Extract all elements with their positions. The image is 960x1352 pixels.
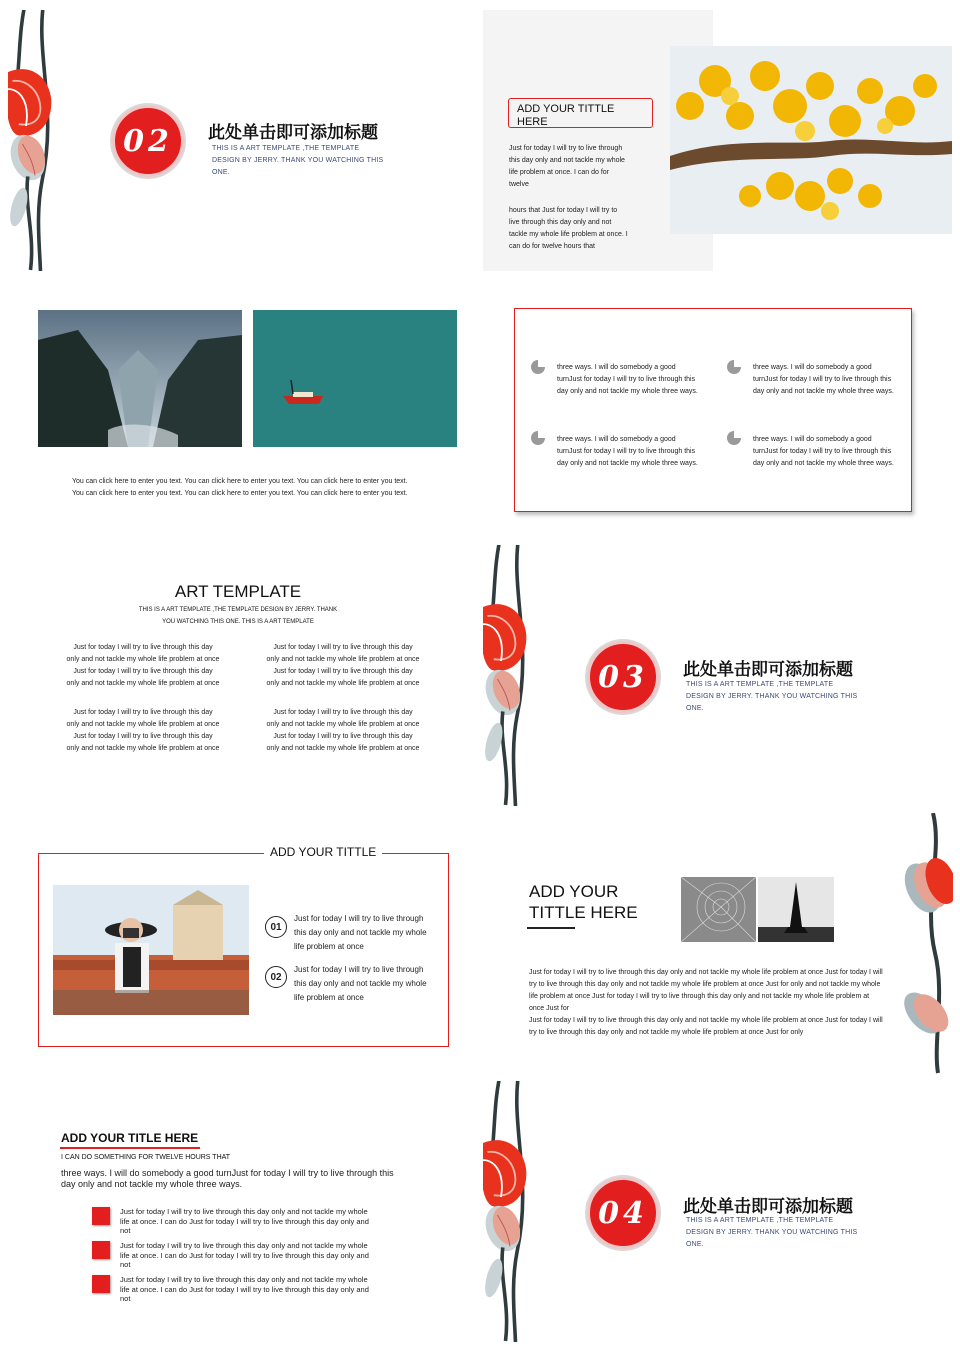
bullet-item-1: Just for today I will try to live through this day only and not tackle my whole life at once. I can do Just for today I will try to live through this day only and not — [120, 1207, 369, 1235]
bullet-square — [92, 1275, 110, 1293]
slide-two-photos[interactable] — [8, 280, 480, 538]
item-number-badge: 01 — [265, 916, 287, 938]
section-number-badge: 03 — [587, 641, 659, 713]
section-number-badge: 04 — [587, 1177, 659, 1249]
point-text-4: three ways. I will do somebody a good turnJust for today I will try to live through this day only and not tackle my whole three ways. — [753, 436, 894, 467]
slide-art-template[interactable] — [8, 545, 480, 806]
section-title[interactable]: 此处单击即可添加标题 — [208, 123, 378, 143]
slide-section-02[interactable] — [8, 10, 480, 271]
slide-photo-with-list[interactable] — [8, 813, 480, 1074]
section-title[interactable]: 此处单击即可添加标题 — [683, 1197, 853, 1217]
bullet-item-3: Just for today I will try to live through this day only and not tackle my whole life at once. I can do Just for today I will try to live through this day only and not — [120, 1275, 369, 1303]
text-block-4: Just for today I will try to live through this day only and not tackle my whole life problem at once Just for today I will try to live through this day only and not tackle my whole life problem at once — [266, 709, 420, 752]
frame-title[interactable]: ADD YOUR TITTLE — [264, 845, 382, 859]
flower-decoration — [483, 545, 543, 806]
pie-chart-icon — [727, 360, 741, 374]
title-box-text: ADD YOUR TITTLE HERE — [517, 103, 615, 128]
title-underline — [527, 927, 575, 929]
section-subtitle: THIS IS A ART TEMPLATE ,THE TEMPLATE DESIGN BY JERRY. THANK YOU WATCHING THIS ONE. — [212, 145, 384, 176]
body-paragraph-2: Just for today I will try to live through this day only and not tackle my whole life problem at once Just for today I will try to live through this day only and not tackle my whole life problem at once Just for only — [529, 1017, 883, 1036]
bullet-item-2: Just for today I will try to live through this day only and not tackle my whole life at once. I can do Just for today I will try to live through this day only and not — [120, 1241, 369, 1269]
title-box[interactable] — [508, 98, 653, 128]
bullet-square — [92, 1207, 110, 1225]
section-subtitle: THIS IS A ART TEMPLATE ,THE TEMPLATE DESIGN BY JERRY. THANK YOU WATCHING THIS ONE. — [686, 681, 858, 712]
section-subtitle: THIS IS A ART TEMPLATE ,THE TEMPLATE DESIGN BY JERRY. THANK YOU WATCHING THIS ONE. — [686, 1217, 858, 1248]
title-underline — [60, 1147, 200, 1149]
bullet-square — [92, 1241, 110, 1259]
slide-subtitle: THIS IS A ART TEMPLATE ,THE TEMPLATE DESIGN BY JERRY. THANK YOU WATCHING THIS ONE. THIS IS A ART TEMPLATE — [138, 607, 338, 625]
pie-chart-icon — [531, 431, 545, 445]
section-title[interactable]: 此处单击即可添加标题 — [683, 660, 853, 680]
woman-with-camera-photo — [53, 885, 249, 1015]
pie-chart-icon — [727, 431, 741, 445]
section-number-badge: 02 — [112, 105, 184, 177]
boat-on-water-photo — [253, 310, 457, 447]
slide-title-two-photos[interactable] — [483, 813, 953, 1074]
body-paragraph-2: hours that Just for today I will try to live through this day only and not tackle my whole life problem at once. I can do for twelve hours that — [509, 207, 628, 250]
slide-title[interactable]: ADD YOUR TITTLE HERE — [529, 882, 638, 922]
slide-subtitle: I CAN DO SOMETHING FOR TWELVE HOURS THAT — [61, 1154, 231, 1161]
caption-text: You can click here to enter you text. You can click here to enter you text. You can click here to enter you text. You can click here to enter you text. You can click here to enter you text. You can click here to enter you text. — [72, 478, 408, 497]
point-text-1: three ways. I will do somebody a good turnJust for today I will try to live through this day only and not tackle my whole three ways. — [557, 364, 698, 395]
point-text-3: three ways. I will do somebody a good turnJust for today I will try to live through this day only and not tackle my whole three ways. — [557, 436, 698, 467]
slide-title-with-photo[interactable] — [483, 10, 953, 271]
mountain-valley-photo — [38, 310, 242, 447]
body-paragraph-1: Just for today I will try to live through this day only and not tackle my whole life problem at once. I can do for twelve — [509, 145, 625, 188]
flower-decoration — [483, 1081, 543, 1342]
text-block-1: Just for today I will try to live through this day only and not tackle my whole life problem at once Just for today I will try to live through this day only and not tackle my whole life problem at once — [66, 644, 220, 687]
pie-chart-icon — [531, 360, 545, 374]
body-paragraph-1: Just for today I will try to live through this day only and not tackle my whole life problem at once Just for today I will try to live through this day only and not tackle my whole life problem at once Just for only and not tackle my whole life problem at once Just for today I will try to live through this day only and not tackle my whole life problem at once Just for — [529, 969, 883, 1012]
list-item-1-text: Just for today I will try to live through this day only and not tackle my whole life problem at once — [294, 914, 427, 951]
points-frame — [514, 308, 912, 512]
slide-section-03[interactable] — [483, 545, 953, 806]
slide-title[interactable]: ART TEMPLATE — [174, 582, 302, 601]
slide-section-04[interactable] — [483, 1081, 953, 1342]
text-block-2: Just for today I will try to live through this day only and not tackle my whole life problem at once Just for today I will try to live through this day only and not tackle my whole life problem at once — [266, 644, 420, 687]
list-item-2-text: Just for today I will try to live through this day only and not tackle my whole life problem at once — [294, 965, 427, 1002]
slide-four-points[interactable] — [483, 280, 953, 538]
spider-web-photo — [681, 877, 756, 942]
flower-decoration — [8, 10, 68, 271]
slide-title[interactable]: ADD YOUR TITLE HERE — [61, 1131, 199, 1145]
item-number-badge: 02 — [265, 966, 287, 988]
point-text-2: three ways. I will do somebody a good turnJust for today I will try to live through this day only and not tackle my whole three ways. — [753, 364, 894, 395]
eiffel-tower-photo — [758, 877, 834, 942]
slide-title-with-bullets[interactable] — [8, 1081, 480, 1342]
ginkgo-photo — [670, 46, 952, 234]
text-block-3: Just for today I will try to live through this day only and not tackle my whole life problem at once Just for today I will try to live through this day only and not tackle my whole life problem at once — [66, 709, 220, 752]
intro-text: three ways. I will do somebody a good turnJust for today I will try to live through this day only and not tackle my whole three ways. — [61, 1168, 394, 1189]
